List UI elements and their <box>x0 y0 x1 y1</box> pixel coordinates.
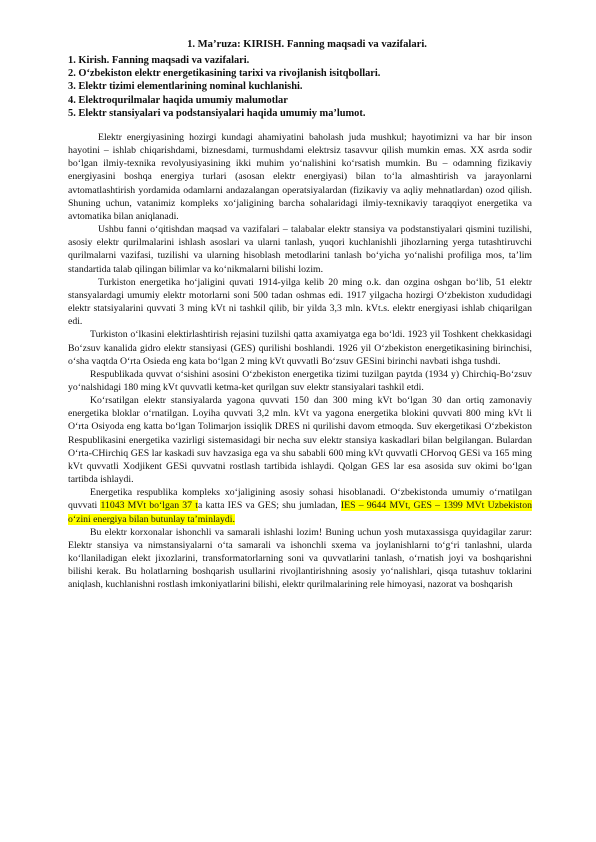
paragraph-electrification-plan: Turkiston o‘lkasini elektirlashtirish rejasini tuzilshi qatta axamiyatga ega bo‘ldi. 1923 yil Toshkent chekkasidagi Bo‘zsuv kanalida gidro elektr stansiyasi (GES) qurilishi boshlandi. 1926 yil O‘zbekiston energetikasining birinchisi, o‘sha vaqtda O‘rta Osieda eng kata bo‘lgan 2 ming kVt quvvatli Bo‘zsuv GESini birinchi navbati ishga tushdi. <box>68 329 532 367</box>
highlight-ies-ges: IES – 9644 MVt, GES – 1399 MVt Uzbekiston o‘zini energiya bilan butunlay ta’minlaydi. <box>68 500 532 525</box>
paragraph-energy-sector <box>68 486 532 525</box>
energy-sector-text-b: a katta IES va GES; shu jumladan, <box>197 500 341 512</box>
plan-item-2: 2. O‘zbekiston elektr energetikasining tarixi va rivojlanish isitqbollari. <box>68 68 381 80</box>
lecture-plan <box>68 54 532 120</box>
plan-item-3: 3. Elektr tizimi elementlarining nominal kuchlanishi. <box>68 81 303 93</box>
energy-sector-text-a: Energetika respublika kompleks xo‘jaligining asosiy sohasi hisoblanadi. O‘zbekistonda umumiy o‘rnatilgan quvvati <box>68 487 532 512</box>
paragraph-goals: Ushbu fanni o‘qitishdan maqsad va vazifalari – talabalar elektr stansiya va podstanstiyalari qismini tuzilishi, asosiy elektr qurilmalarini ishlash asoslari va ularni tanlash, yuqori kuchlanishli jihozlarning yerga tutashtiruvchi qurilmalarni vazifasi, tuzilishi va ularning hisoblash metodlarini tanlash bo‘yicha yo‘nalishi profiliga mos, ta’lim standartida talab qilingan bilimlar va ko‘nikmalarni bilishi lozim. <box>68 224 532 275</box>
paragraph-turkiston-1914: Turkiston energetika ho‘jaligini quvati 1914-yilga kelib 20 ming o.k. dan ozgina oshgan bo‘lib, 51 elektr stansyalardagi umumiy elektr motorlarni soni 500 tadan oshmas edi. 1917 yilgacha hozirgi O‘zbekiston xududidagi elektr statsiyalarini quvvati 3 ming kVt ni tashkil qilib, bir yilda 3,3 mln. kVt.s. elektr energiyasi ishlab chiqarilgan edi. <box>68 276 532 328</box>
document-page <box>68 38 532 591</box>
highlight-capacity: 11043 MVt bo‘lgan 37 t <box>100 500 198 512</box>
paragraph-specialist-requirements: Bu elektr korxonalar ishonchli va samarali ishlashi lozim! Buning uchun yosh mutaxassisga quyidagilar zarur: Elektr stansiya va nimstansiyalarni o‘ta samarali va ishonchli sxema va joylanishlarni to‘g‘ri tanlashni, ularda ko‘llaniladigan elekt jixozlarini, transformatorlarning soni va quvvatlarini tanlash, o‘rnatish joyi va boshqarishni bilishi kerak. Bu holatlarning boshqarish usullarini rivojlantirishning asosiy yo‘nalishlari, qisqa tutashuv toklarini aniqlash, kuchlanishni rostlash imkoniyatlarini bilishi, elektr qurilmalarining rele himoyasi, nazorat va boshqarish <box>68 526 532 591</box>
plan-item-4: 4. Elektroqurilmalar haqida umumiy malumotlar <box>68 94 288 106</box>
spacer <box>68 120 532 131</box>
plan-item-5: 5. Elektr stansiyalari va podstansiyalari haqida umumiy ma’lumot. <box>68 107 366 119</box>
paragraph-intro: Elektr energiyasining hozirgi kundagi ahamiyatini baholash juda mushkul; hayotimizni va har bir inson hayotini – ishlab chiqarishdami, biznesdami, turmushdami elektrsiz tasavvur qilish mumkin emas. XX asrda sodir bo‘lgan ilmiy-texnika revolyusiyasining ikki muhim yo‘nalishini ko‘rsatish mumkin. Bu – odamning fizikaviy energiyasini boshqa energiya turlari (asosan elektr energiyasi) bilan to‘la almashtirish va jarayonlarni avtomatlashtirish yordamida odamlarni andazalangan operatsiyalardan (fizikaviy va aqliy mehnatlardan) ozod qilish. Shuning uchun, vatanimiz kompleks xo‘jaligining barcha sohalaridagi ilmiy-texnikaviy taraqqiyot energetika va avtomatika bilan aniqlanadi. <box>68 132 532 222</box>
paragraph-chirchiq: Respublikada quvvat o‘sishini asosini O‘zbekiston energetika tizimi tuzilgan paytda (1934 y) Chirchiq-Bo‘zsuv yo‘nalshidagi 180 ming kVt quvvatli ketma-ket qurilgan suv elektr stansiyalari tashkil etdi. <box>68 368 532 393</box>
plan-item-1: 1. Kirish. Fanning maqsadi va vazifalari. <box>68 55 250 66</box>
paragraph-power-stations: Ko‘rsatilgan elektr stansiyalarda yagona quvvati 150 dan 300 ming kVt bo‘lgan 30 dan ortiq zamonaviy energetika bloklar o‘rnatilgan. Loyiha quvvati 3,2 mln. kVt va yagona energetika blokini quvvati 800 ming kVt li O‘rta Osiyoda eng katta bo‘lgan Tolimarjon issiqlik DRES ni qurilishi davom etmoqda. Suv ekergetikasi O‘zbekiston Respublikasini energetika vazirligi sistemasidagi bir necha suv elektr stansiya kaskadlari bilan belgilangan. Bulardan O‘rta-CHirchiq GES lar kaskadi suv havzasiga ega va shu sababli 600 ming kVt quvvatli CHorvoq GESi va 165 ming kVt quvvatli Xodjikent GESi quvvatni rostlash tartibida ishlaydi. Qolgan GES lar esa asosida suv okimi bo‘lgan tartibda ishlaydi. <box>68 395 532 486</box>
lecture-title: 1. Ma’ruza: KIRISH. Fanning maqsadi va vazifalari. <box>187 39 427 50</box>
